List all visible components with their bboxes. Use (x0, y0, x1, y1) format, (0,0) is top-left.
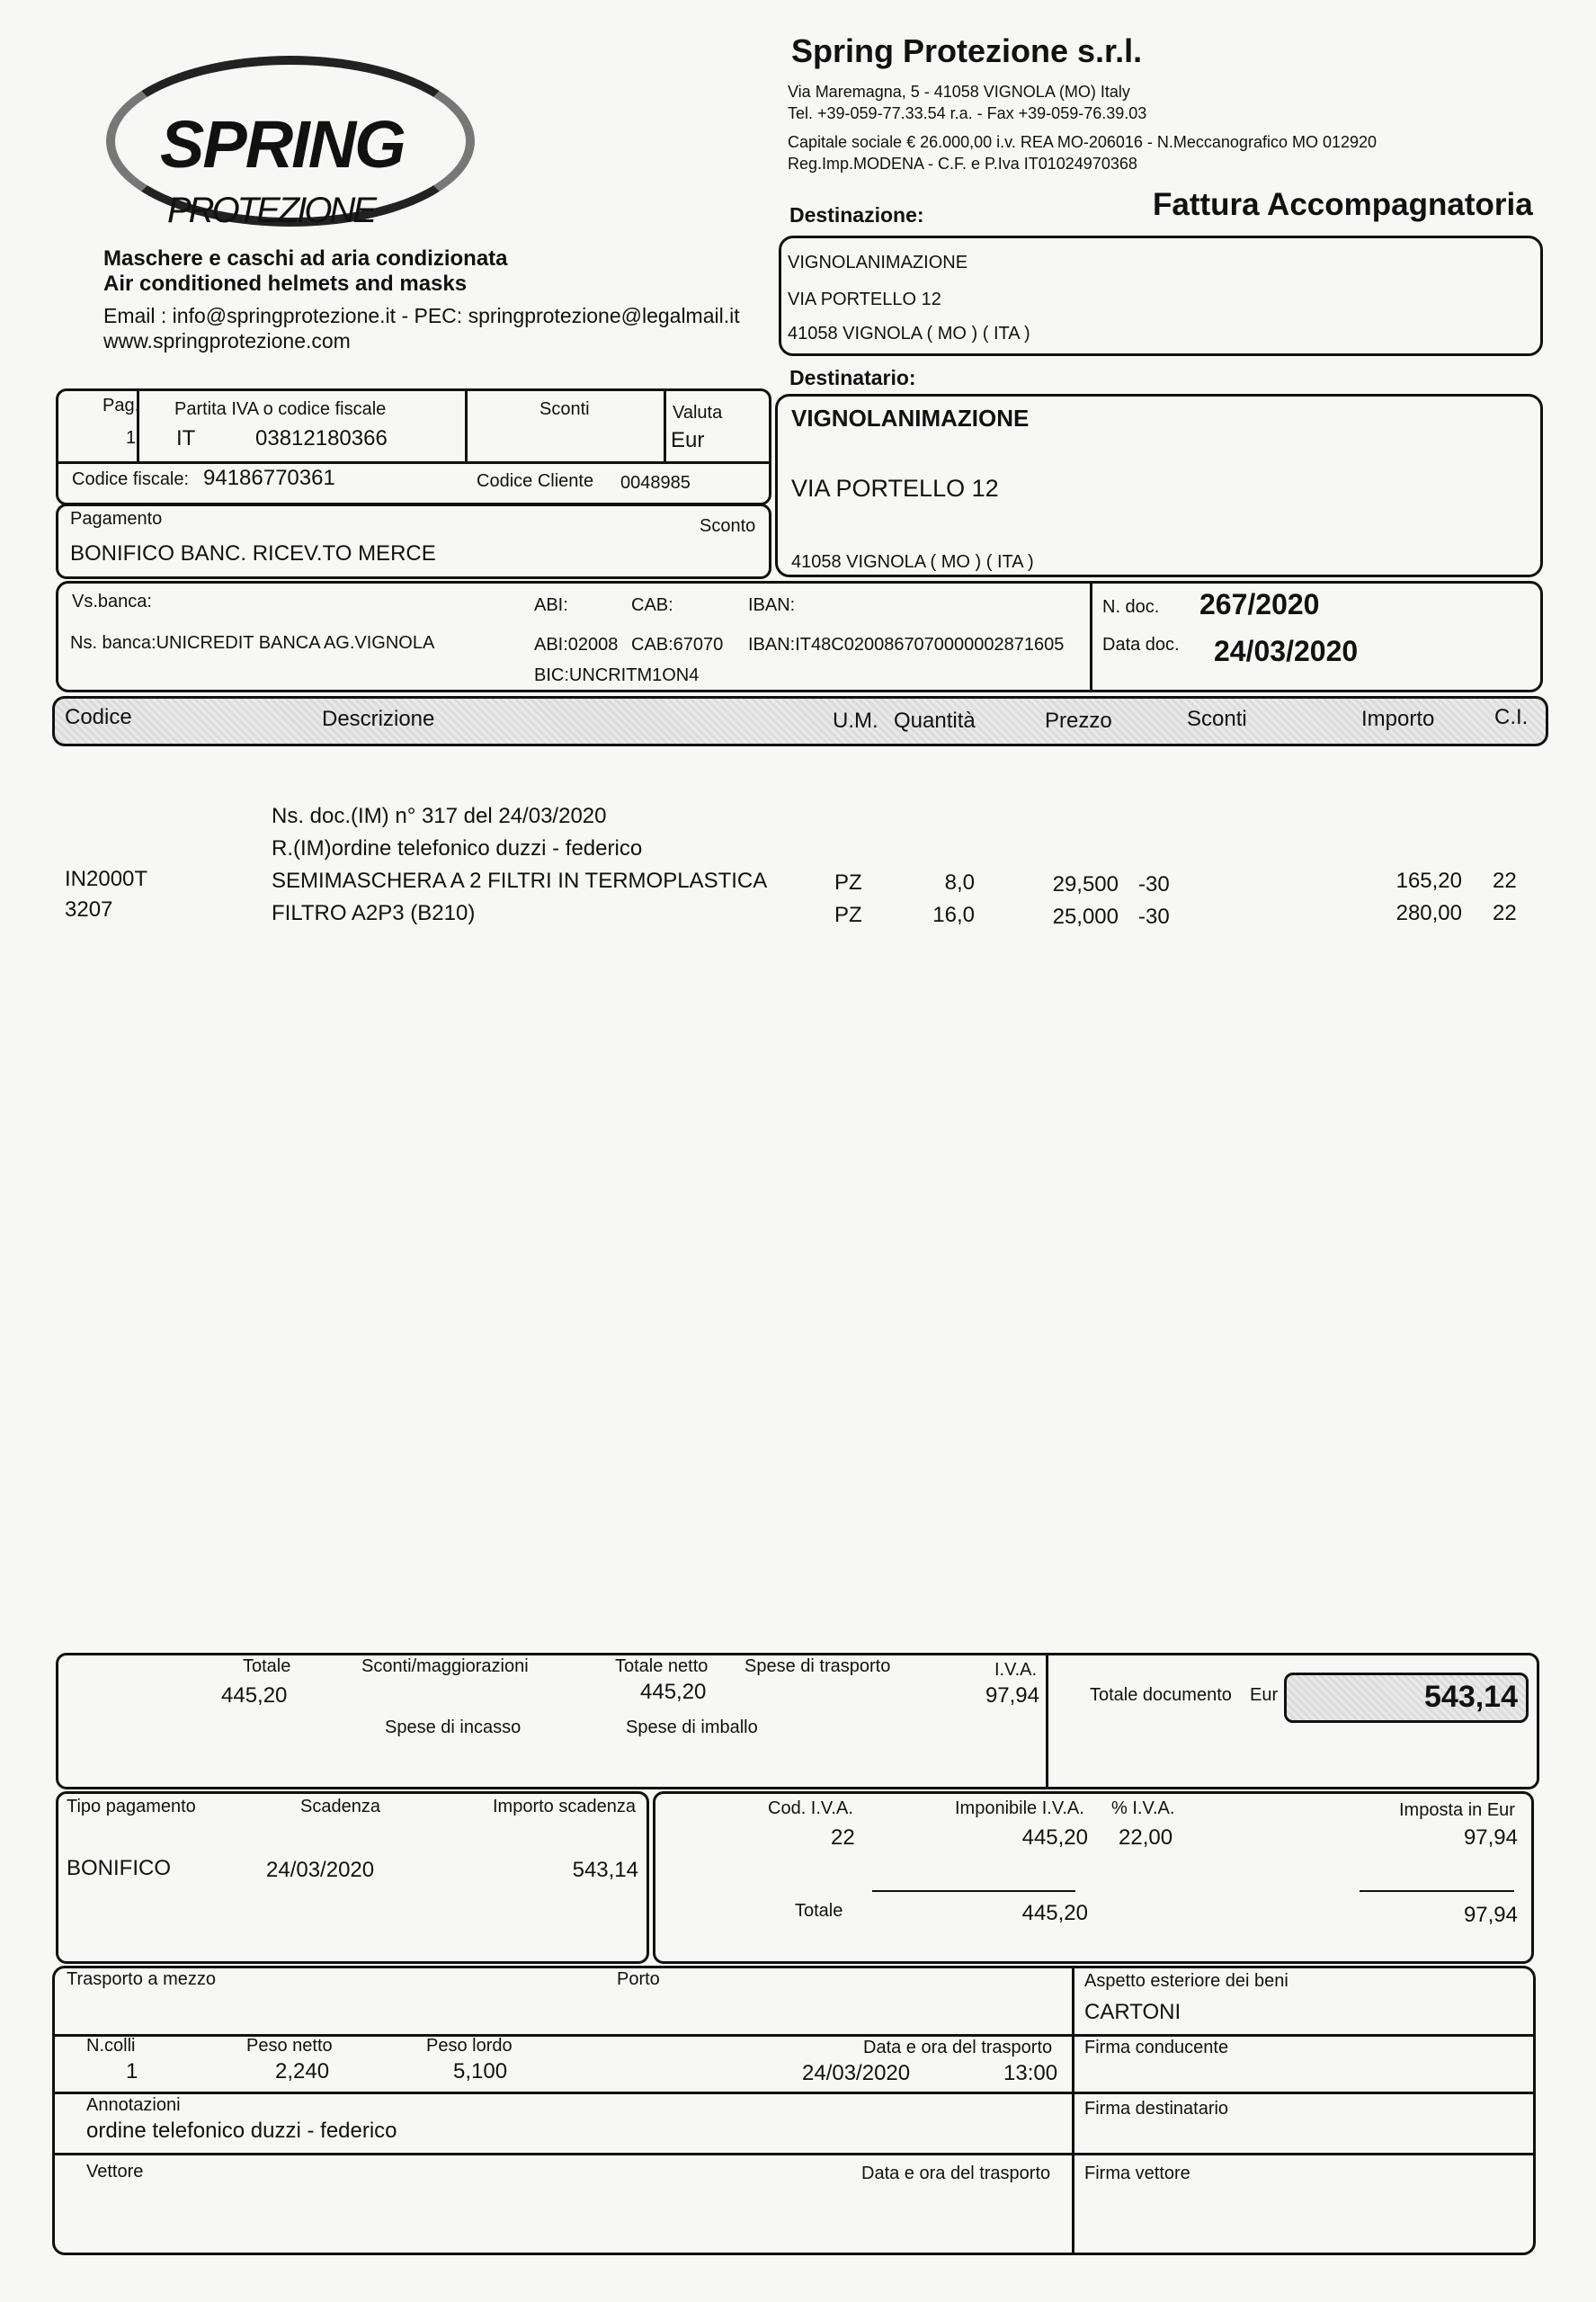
data-trasporto-value: 24/03/2020 (802, 2061, 911, 2085)
company-capital: Capitale sociale € 26.000,00 i.v. REA MO-206016 - N.Meccanografico MO 012920 (788, 133, 1378, 151)
annotazioni-value: ordine telefonico duzzi - federico (86, 2119, 397, 2143)
firma-conducente-label: Firma conducente (1084, 2038, 1229, 2057)
firma-destinatario-label: Firma destinatario (1084, 2099, 1229, 2119)
piva-country: IT (176, 426, 196, 451)
ncolli-value: 1 (126, 2059, 138, 2083)
row-sconti: -30 (1138, 905, 1170, 929)
datadoc-value: 24/03/2020 (1214, 635, 1359, 667)
ns-banca: Ns. banca:UNICREDIT BANCA AG.VIGNOLA (70, 633, 435, 653)
row-um: PZ (834, 903, 862, 927)
row-ci: 22 (1493, 869, 1517, 893)
perc-iva-value: 22,00 (1119, 1825, 1173, 1850)
ndoc-label: N. doc. (1102, 597, 1160, 617)
note-line: Ns. doc.(IM) n° 317 del 24/03/2020 (272, 804, 607, 828)
document-title: Fattura Accompagnatoria (1153, 187, 1533, 222)
peso-lordo-label: Peso lordo (426, 2036, 513, 2056)
row-codice: 3207 (65, 897, 113, 922)
iva-divider (1360, 1890, 1514, 1892)
logo-text-top: SPRING (160, 107, 405, 182)
col-um: U.M. (833, 709, 878, 733)
perc-iva-label: % I.V.A. (1111, 1798, 1175, 1818)
col-codice: Codice (65, 705, 132, 729)
company-reg: Reg.Imp.MODENA - C.F. e P.Iva IT01024970368 (788, 155, 1137, 173)
importo-scadenza-value: 543,14 (572, 1858, 638, 1882)
company-website: www.springprotezione.com (103, 329, 351, 352)
vs-banca-label: Vs.banca: (72, 592, 152, 611)
company-tagline-en: Air conditioned helmets and masks (103, 272, 468, 296)
company-tagline-it: Maschere e caschi ad aria condizionata (103, 246, 508, 271)
row-importo: 165,20 (1395, 869, 1462, 893)
col-prezzo: Prezzo (1045, 709, 1112, 733)
col-sconti: Sconti (1187, 707, 1247, 731)
ndoc-value: 267/2020 (1199, 588, 1320, 620)
row-descrizione: FILTRO A2P3 (B210) (272, 901, 476, 925)
spese-incasso-label: Spese di incasso (385, 1718, 522, 1737)
data-ora-vettore-label: Data e ora del trasporto (861, 2164, 1051, 2183)
cod-iva-value: 22 (831, 1825, 855, 1850)
row-sconti: -30 (1138, 872, 1170, 897)
annotazioni-label: Annotazioni (86, 2095, 181, 2115)
company-address: Via Maremagna, 5 - 41058 VIGNOLA (MO) Italy (788, 83, 1130, 101)
codice-cliente-label: Codice Cliente (477, 471, 594, 491)
totale-label: Totale (243, 1656, 291, 1676)
destinazione-line3: 41058 VIGNOLA ( MO ) ( ITA ) (788, 324, 1030, 344)
iva-divider (872, 1890, 1075, 1892)
bic-value: BIC:UNCRITM1ON4 (534, 665, 700, 685)
destinatario-line1: VIGNOLANIMAZIONE (791, 405, 1030, 432)
iva-totale-imposta: 97,94 (1463, 1903, 1518, 1927)
totale-documento-value: 543,14 (1424, 1680, 1518, 1714)
firma-vettore-label: Firma vettore (1084, 2164, 1190, 2183)
col-quantita: Quantità (894, 709, 976, 733)
abi-value: ABI:02008 (534, 635, 619, 655)
totale-netto-value: 445,20 (640, 1680, 707, 1704)
iva-value: 97,94 (985, 1683, 1039, 1708)
cod-iva-label: Cod. I.V.A. (768, 1798, 853, 1818)
ora-trasporto-value: 13:00 (1003, 2061, 1058, 2085)
trasporto-mezzo-label: Trasporto a mezzo (67, 1969, 216, 1989)
totale-netto-label: Totale netto (615, 1656, 709, 1676)
valuta-label: Valuta (673, 403, 723, 423)
row-quantita: 8,0 (944, 870, 975, 895)
totale-documento-label: Totale documento (1090, 1685, 1232, 1705)
row-prezzo: 25,000 (1052, 905, 1119, 929)
sconti-magg-label: Sconti/maggiorazioni (361, 1656, 529, 1676)
destinazione-line1: VIGNOLANIMAZIONE (788, 253, 968, 272)
row-ci: 22 (1493, 901, 1517, 925)
aspetto-value: CARTONI (1084, 2000, 1181, 2024)
pag-value: 1 (126, 428, 137, 448)
imposta-value: 97,94 (1463, 1825, 1518, 1850)
imponibile-label: Imponibile I.V.A. (955, 1798, 1084, 1818)
destinatario-line3: 41058 VIGNOLA ( MO ) ( ITA ) (791, 552, 1034, 572)
pagamento-sconto-label: Sconto (700, 516, 756, 536)
iva-totale-imponibile: 445,20 (1021, 1901, 1088, 1925)
iban-value: IBAN:IT48C0200867070000002871605 (748, 635, 1065, 655)
company-name: Spring Protezione s.r.l. (791, 32, 1143, 69)
row-descrizione: SEMIMASCHERA A 2 FILTRI IN TERMOPLASTICA (272, 869, 768, 893)
codice-fiscale-value: 94186770361 (203, 466, 335, 490)
iban-label: IBAN: (748, 595, 796, 615)
piva-value: 03812180366 (255, 426, 388, 451)
tipo-pagamento-label: Tipo pagamento (67, 1797, 196, 1816)
scadenza-label: Scadenza (300, 1797, 380, 1816)
row-um: PZ (834, 870, 862, 895)
col-descrizione: Descrizione (322, 707, 435, 731)
destinazione-line2: VIA PORTELLO 12 (788, 290, 941, 309)
iva-label: I.V.A. (994, 1660, 1038, 1680)
destinatario-line2: VIA PORTELLO 12 (791, 475, 999, 502)
col-ci: C.I. (1494, 705, 1529, 729)
company-phone: Tel. +39-059-77.33.54 r.a. - Fax +39-059-76.39.03 (788, 104, 1147, 122)
logo-text-bottom: PROTEZIONE (167, 191, 375, 230)
tipo-pagamento-value: BONIFICO (67, 1856, 172, 1880)
datadoc-label: Data doc. (1102, 635, 1180, 655)
destinazione-label: Destinazione: (789, 203, 924, 227)
porto-label: Porto (617, 1969, 660, 1989)
col-importo: Importo (1361, 707, 1435, 731)
spese-imballo-label: Spese di imballo (626, 1718, 758, 1737)
aspetto-label: Aspetto esteriore dei beni (1084, 1971, 1288, 1991)
row-quantita: 16,0 (932, 903, 975, 927)
sconti-label: Sconti (539, 399, 590, 419)
vettore-label: Vettore (86, 2162, 144, 2182)
totale-value: 445,20 (221, 1683, 288, 1708)
cab-value: CAB:67070 (631, 635, 724, 655)
pagamento-label: Pagamento (70, 509, 163, 529)
row-prezzo: 29,500 (1052, 872, 1119, 897)
data-ora-label: Data e ora del trasporto (863, 2038, 1053, 2057)
items-column-header (52, 696, 1548, 746)
codice-fiscale-label: Codice fiscale: (72, 469, 190, 489)
peso-lordo-value: 5,100 (453, 2059, 508, 2083)
imposta-label: Imposta in Eur (1399, 1800, 1515, 1820)
cab-label: CAB: (631, 595, 673, 615)
pag-label: Pag. (103, 396, 140, 415)
piva-label: Partita IVA o codice fiscale (174, 399, 387, 419)
codice-cliente-value: 0048985 (620, 473, 691, 493)
currency-label: Eur (1250, 1685, 1279, 1705)
scadenza-value: 24/03/2020 (266, 1858, 375, 1882)
abi-label: ABI: (534, 595, 568, 615)
ncolli-label: N.colli (86, 2036, 136, 2056)
valuta-value: Eur (671, 428, 705, 452)
pagamento-value: BONIFICO BANC. RICEV.TO MERCE (70, 541, 436, 566)
row-importo: 280,00 (1395, 901, 1462, 925)
note-line: R.(IM)ordine telefonico duzzi - federico (272, 836, 643, 861)
peso-netto-label: Peso netto (246, 2036, 333, 2056)
company-email: Email : info@springprotezione.it - PEC: springprotezione@legalmail.it (103, 304, 740, 327)
imponibile-value: 445,20 (1021, 1825, 1088, 1850)
iva-totale-label: Totale (795, 1901, 843, 1921)
importo-scadenza-label: Importo scadenza (493, 1797, 636, 1816)
trasporto-box (52, 1966, 1536, 2255)
peso-netto-value: 2,240 (275, 2059, 330, 2083)
spese-trasporto-label: Spese di trasporto (745, 1656, 891, 1676)
row-codice: IN2000T (65, 867, 148, 891)
destinatario-label: Destinatario: (789, 366, 916, 389)
